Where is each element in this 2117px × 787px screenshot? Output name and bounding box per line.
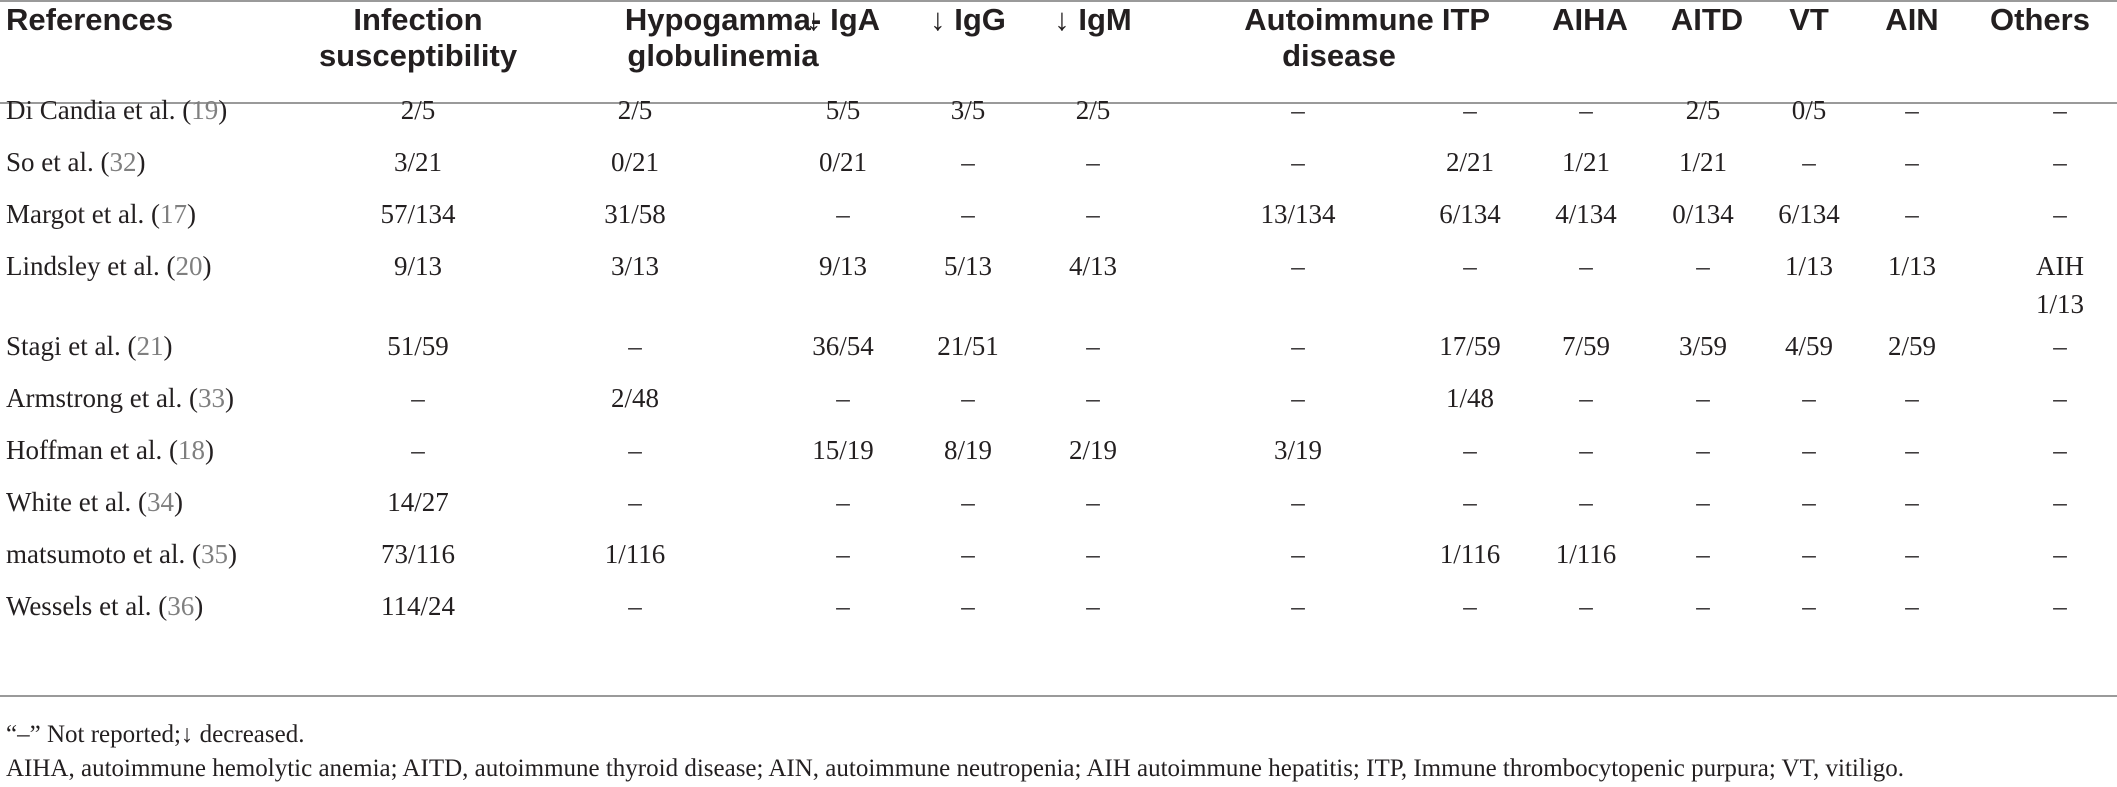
table-cell: – <box>1802 147 1816 177</box>
column-header-line: Infection <box>353 2 483 37</box>
citation-number: 17 <box>159 199 187 229</box>
table-cell: 0/5 <box>1791 95 1827 125</box>
table-cell: 0/134 <box>1672 199 1734 229</box>
table-cell: – <box>1696 383 1710 413</box>
column-header-others <box>1990 2 2090 38</box>
table-cell: – <box>1463 591 1477 621</box>
table-cell: – <box>411 383 425 413</box>
table-cell: – <box>2053 331 2067 361</box>
table-cell: – <box>961 147 975 177</box>
table-cell: 17/59 <box>1439 331 1501 361</box>
column-header-vt <box>1789 2 1829 38</box>
table-cell: – <box>836 383 850 413</box>
citation-close: ) <box>136 147 146 177</box>
table-cell: – <box>1579 95 1593 125</box>
table-cell: – <box>1802 383 1816 413</box>
table-cell: 14/27 <box>387 487 449 517</box>
footnote-legend: “–” Not reported;↓ decreased. <box>6 721 305 748</box>
table-cell: – <box>1905 591 1919 621</box>
table-cell: – <box>1905 95 1919 125</box>
table-cell: – <box>1696 251 1710 281</box>
reference-cell <box>6 329 172 363</box>
reference-cell <box>6 93 227 127</box>
table-cell: 31/58 <box>604 199 666 229</box>
table-cell: 51/59 <box>387 331 449 361</box>
citation-close: ) <box>194 591 204 621</box>
table-cell: – <box>836 539 850 569</box>
table-cell: 15/19 <box>812 435 874 465</box>
table-cell: 1/21 <box>1678 147 1728 177</box>
citation-close: ) <box>202 251 212 281</box>
table-cell: – <box>961 591 975 621</box>
table-cell: – <box>1579 487 1593 517</box>
table-cell: – <box>1802 591 1816 621</box>
table-cell: – <box>961 539 975 569</box>
reference-name: So et al. ( <box>6 147 110 177</box>
table-cell: – <box>2053 591 2067 621</box>
table-cell: 13/134 <box>1260 199 1336 229</box>
table-cell: 57/134 <box>380 199 456 229</box>
reference-cell <box>6 249 211 283</box>
table-cell: 5/5 <box>825 95 861 125</box>
reference-cell <box>6 381 234 415</box>
table-cell: 8/19 <box>943 435 993 465</box>
table-cell: 1/48 <box>1445 383 1495 413</box>
column-header-line: AIN <box>1885 2 1939 37</box>
column-header-line: Autoimmune <box>1244 2 1434 37</box>
column-header-iga <box>806 2 880 38</box>
table-cell: – <box>1579 251 1593 281</box>
table-cell: 3/5 <box>950 95 986 125</box>
table-cell: 7/59 <box>1561 331 1611 361</box>
table-cell: – <box>628 487 642 517</box>
table-cell: – <box>1291 539 1305 569</box>
reference-name: Hoffman et al. ( <box>6 435 178 465</box>
table-cell: – <box>1463 435 1477 465</box>
citation-number: 35 <box>200 539 228 569</box>
table-cell: 2/5 <box>1075 95 1111 125</box>
table-cell: 1/21 <box>1561 147 1611 177</box>
table-cell: 6/134 <box>1439 199 1501 229</box>
table-cell: 1/13 <box>1887 251 1937 281</box>
table-cell: – <box>2053 487 2067 517</box>
reference-cell <box>6 433 214 467</box>
column-header-line: Others <box>1990 2 2090 37</box>
table-cell: – <box>1291 147 1305 177</box>
table-cell: – <box>2053 199 2067 229</box>
column-header-igm <box>1054 2 1132 38</box>
table-cell: – <box>1086 331 1100 361</box>
table-cell: 114/24 <box>381 591 455 621</box>
table-cell: 1/116 <box>1555 539 1617 569</box>
table-cell: – <box>1291 251 1305 281</box>
table-cell: 3/59 <box>1678 331 1728 361</box>
citation-number: 36 <box>167 591 195 621</box>
table-cell: – <box>2053 539 2067 569</box>
table-cell: 4/134 <box>1555 199 1617 229</box>
table-cell: – <box>1802 435 1816 465</box>
table-cell: – <box>1086 591 1100 621</box>
column-header-autoimmune-disease <box>1244 2 1433 74</box>
table-cell: 9/13 <box>393 251 443 281</box>
citation-number: 20 <box>175 251 203 281</box>
citation-number: 19 <box>191 95 219 125</box>
reference-name: Stagi et al. ( <box>6 331 137 361</box>
table-cell: – <box>1463 95 1477 125</box>
citation-close: ) <box>227 539 237 569</box>
reference-cell <box>6 485 183 519</box>
table-cell: – <box>836 487 850 517</box>
reference-name: Lindsley et al. ( <box>6 251 176 281</box>
citation-number: 34 <box>146 487 174 517</box>
table-cell: 1/13 <box>1784 251 1834 281</box>
column-header-igg <box>930 2 1006 38</box>
table-cell: – <box>1905 487 1919 517</box>
column-header-line: References <box>6 2 174 37</box>
table-cell: 3/13 <box>610 251 660 281</box>
citation-close: ) <box>173 487 183 517</box>
citation-number: 21 <box>136 331 164 361</box>
table-cell: 36/54 <box>812 331 874 361</box>
table-cell: – <box>1291 383 1305 413</box>
table-cell: – <box>1086 487 1100 517</box>
column-header-line: ↓ IgM <box>1054 2 1132 37</box>
reference-name: White et al. ( <box>6 487 147 517</box>
table-cell: – <box>1291 331 1305 361</box>
table-cell: 0/21 <box>818 147 868 177</box>
table-cell: – <box>961 487 975 517</box>
table-cell: 2/21 <box>1445 147 1495 177</box>
table-cell: – <box>1696 591 1710 621</box>
reference-cell <box>6 589 203 623</box>
table-cell: – <box>1579 383 1593 413</box>
table-cell: 2/5 <box>1685 95 1721 125</box>
column-header-aiha <box>1552 2 1628 38</box>
table-cell: AIH <box>2036 251 2084 281</box>
table-cell: – <box>1291 95 1305 125</box>
table-cell: – <box>2053 147 2067 177</box>
citation-close: ) <box>204 435 214 465</box>
table-cell: – <box>1086 147 1100 177</box>
table-cell: 2/48 <box>610 383 660 413</box>
table-cell: 4/59 <box>1784 331 1834 361</box>
table-cell: 9/13 <box>818 251 868 281</box>
table-cell: 2/5 <box>400 95 436 125</box>
table-cell: – <box>1905 435 1919 465</box>
table-cell: – <box>1905 539 1919 569</box>
table-cell: – <box>1463 251 1477 281</box>
citation-close: ) <box>186 199 196 229</box>
table-cell: – <box>1291 487 1305 517</box>
column-header-infection-susceptibility <box>319 2 517 74</box>
reference-cell <box>6 537 237 571</box>
citation-number: 32 <box>109 147 137 177</box>
table-cell: – <box>628 591 642 621</box>
reference-cell <box>6 145 145 179</box>
table-cell: 2/5 <box>617 95 653 125</box>
table-cell: 21/51 <box>937 331 999 361</box>
table-cell: – <box>2053 435 2067 465</box>
table-cell: 4/13 <box>1068 251 1118 281</box>
column-header-line: susceptibility <box>318 38 518 73</box>
table-cell: – <box>411 435 425 465</box>
column-header-line: AIHA <box>1552 2 1628 37</box>
table-cell: 3/21 <box>393 147 443 177</box>
table-cell: – <box>1905 383 1919 413</box>
table-cell: 2/59 <box>1887 331 1937 361</box>
column-header-line: ↓ IgG <box>930 2 1006 37</box>
table-cell: 1/116 <box>1439 539 1501 569</box>
table-cell: – <box>2053 95 2067 125</box>
citation-close: ) <box>163 331 173 361</box>
table-cell: 1/116 <box>604 539 666 569</box>
table-cell: – <box>628 331 642 361</box>
column-header-line: globulinemia <box>627 38 819 73</box>
column-header-hypogamma-globulinemia <box>625 2 821 74</box>
reference-name: matsumoto et al. ( <box>6 539 201 569</box>
column-header-line: ↓ IgA <box>805 2 881 37</box>
table-cell: – <box>961 199 975 229</box>
table-cell: – <box>836 199 850 229</box>
column-header-references <box>6 2 173 38</box>
reference-name: Margot et al. ( <box>6 199 160 229</box>
table-cell: – <box>1905 199 1919 229</box>
table-cell: – <box>961 383 975 413</box>
table-cell: 6/134 <box>1778 199 1840 229</box>
reference-name: Wessels et al. ( <box>6 591 168 621</box>
column-header-line: disease <box>1282 38 1396 73</box>
table-cell-continuation: 1/13 <box>2035 289 2085 319</box>
reference-name: Armstrong et al. ( <box>6 383 198 413</box>
column-header-line: VT <box>1789 2 1829 37</box>
table-cell: 5/13 <box>943 251 993 281</box>
table-cell: – <box>1696 435 1710 465</box>
column-header-line: ITP <box>1441 2 1491 37</box>
table-cell: 3/19 <box>1273 435 1323 465</box>
table-cell: 2/19 <box>1068 435 1118 465</box>
citation-close: ) <box>218 95 228 125</box>
table-cell: – <box>836 591 850 621</box>
citation-close: ) <box>224 383 234 413</box>
footnote-abbreviations: AIHA, autoimmune hemolytic anemia; AITD, autoimmune thyroid disease; AIN, autoimmune neutropenia; AIH autoimmune hepatitis; ITP, Immune thrombocytopenic purpura; VT, vitiligo. <box>6 755 1905 782</box>
table-cell: – <box>1802 539 1816 569</box>
reference-cell <box>6 197 196 231</box>
table-cell: – <box>1905 147 1919 177</box>
column-header-ain <box>1885 2 1938 38</box>
table-cell: – <box>1463 487 1477 517</box>
table-cell: 0/21 <box>610 147 660 177</box>
table-cell: – <box>628 435 642 465</box>
table-cell: – <box>1579 591 1593 621</box>
column-header-line: Hypogamma- <box>624 2 822 37</box>
table-cell: – <box>2053 383 2067 413</box>
bottom-rule <box>0 695 2117 697</box>
table-cell: – <box>1802 487 1816 517</box>
table-cell: – <box>1086 383 1100 413</box>
citation-number: 18 <box>177 435 205 465</box>
table-cell: – <box>1696 539 1710 569</box>
table-cell: – <box>1696 487 1710 517</box>
column-header-itp <box>1442 2 1490 38</box>
table-cell: – <box>1291 591 1305 621</box>
table-cell: – <box>1579 435 1593 465</box>
citation-number: 33 <box>197 383 225 413</box>
table-cell: – <box>1086 199 1100 229</box>
column-header-line: AITD <box>1670 2 1744 37</box>
reference-name: Di Candia et al. ( <box>6 95 192 125</box>
table-cell: 73/116 <box>381 539 455 569</box>
column-header-aitd <box>1671 2 1743 38</box>
table-cell: – <box>1086 539 1100 569</box>
